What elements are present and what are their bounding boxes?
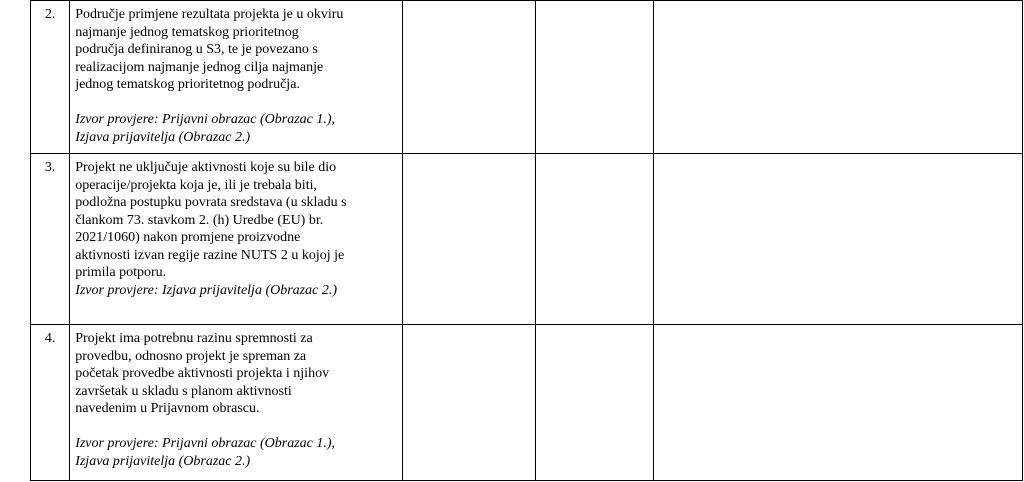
criterion-line: Područje primjene rezultata projekta je u okviru [75, 7, 344, 22]
criterion-line: podložna postupku povrata sredstava (u skladu s [75, 195, 347, 210]
source-line: Izvor provjere: Prijavni obrazac (Obrazac 1.), [75, 436, 336, 451]
criterion-line: 2021/1060) nakon promjene proizvodne [75, 230, 301, 245]
row-number-cell [31, 325, 70, 481]
criterion-line: realizacijom najmanje jednog cilja najmanje [75, 59, 324, 75]
criterion-line: Projekt ne uključuje aktivnosti koje su bile dio [75, 160, 337, 175]
source-line: Izjava prijavitelja (Obrazac 2.) [75, 129, 251, 145]
criterion-line: člankom 73. stavkom 2. (h) Uredbe (EU) br. [75, 212, 324, 228]
criterion-text [70, 325, 402, 418]
criterion-line: navedenim u Prijavnom obrascu. [75, 401, 260, 416]
criterion-text [70, 154, 402, 282]
source-line: Izvor provjere: Prijavni obrazac (Obrazac 1.), [75, 112, 336, 127]
empty-cell[interactable] [402, 154, 535, 325]
row-number-cell [31, 1, 70, 154]
verification-source [70, 435, 402, 470]
criteria-table [30, 0, 1023, 481]
empty-cell[interactable] [654, 1, 1023, 154]
criterion-text [70, 1, 402, 94]
row-number: 2. [44, 7, 56, 22]
empty-cell[interactable] [402, 325, 535, 481]
empty-cell[interactable] [654, 154, 1023, 325]
empty-cell[interactable] [402, 1, 535, 154]
verification-source [70, 282, 402, 300]
empty-cell[interactable] [535, 325, 654, 481]
table-row [31, 325, 1023, 481]
verification-source [70, 111, 402, 146]
row-number-cell [31, 154, 70, 325]
criterion-line: jednog tematskog prioritetnog područja. [75, 77, 300, 92]
criterion-text-cell [70, 1, 403, 154]
criterion-line: primila potporu. [75, 265, 167, 280]
table-row [31, 154, 1023, 325]
criterion-text-cell [70, 154, 403, 325]
criterion-line: najmanje jednog tematskog prioritetnog [75, 24, 299, 40]
criterion-line: područja definiranog u S3, te je povezano s [75, 42, 318, 57]
empty-cell[interactable] [654, 325, 1023, 481]
criterion-line: završetak u skladu s planom aktivnosti [75, 383, 292, 399]
source-line: Izvor provjere: Izjava prijavitelja (Obrazac 2.) [75, 282, 337, 298]
row-number: 3. [44, 160, 56, 175]
criterion-text-cell [70, 325, 403, 481]
criterion-line: početak provedbe aktivnosti projekta i njihov [75, 366, 330, 381]
empty-cell[interactable] [535, 154, 654, 325]
criterion-line: aktivnosti izvan regije razine NUTS 2 u kojoj je [75, 247, 345, 263]
criterion-line: provedbu, odnosno projekt je spreman za [75, 348, 307, 364]
criterion-line: Projekt ima potrebnu razinu spremnosti za [75, 331, 313, 346]
criterion-line: operacije/projekta koja je, ili je trebala biti, [75, 177, 317, 193]
row-number: 4. [44, 331, 56, 346]
source-line: Izjava prijavitelja (Obrazac 2.) [75, 453, 251, 469]
empty-cell[interactable] [535, 1, 654, 154]
table-row [31, 1, 1023, 154]
